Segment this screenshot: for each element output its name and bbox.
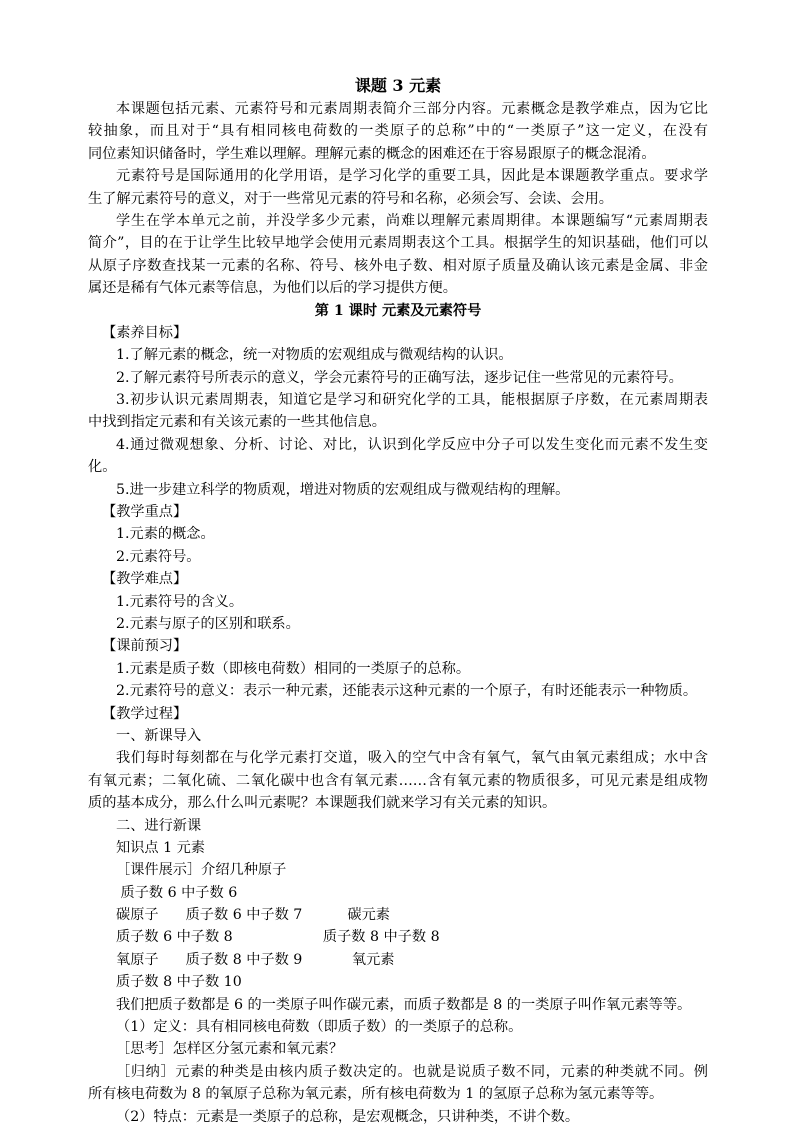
key-point: 2.元素符号。	[116, 548, 201, 565]
goal-item: 3.初步认识元素周期表，知道它是学习和研究化学的工具，能根据原子序数，在元素周期表	[116, 392, 708, 409]
key-point: 1.元素的概念。	[116, 526, 215, 543]
summary-line: ［归纳］元素的种类是由核内质子数决定的。也就是说质子数不同，元素的种类就不同。例	[116, 1063, 708, 1080]
document-page	[88, 74, 708, 1128]
goal-item: 2.了解元素符号所表示的意义，学会元素符号的正确写法，逐步记住一些常见的元素符号。	[116, 369, 683, 386]
goal-item: 中找到指定元素和有关该元素的一些其他信息。	[88, 414, 386, 431]
intro-paragraph-line: 质的基本成分，那么什么叫元素呢？本课题我们就来学习有关元素的知识。	[88, 795, 557, 812]
intro-line: 生了解元素符号的意义，对于一些常见元素的符号和名称，必须会写、会读、会用。	[88, 190, 613, 207]
atom-line: 碳原子 质子数 6 中子数 7 碳元素	[116, 907, 390, 924]
key-heading: 【教学重点】	[102, 504, 188, 521]
courseware-note: ［课件展示］介绍几种原子	[116, 862, 287, 879]
preview-item: 2.元素符号的意义：表示一种元素，还能表示这种元素的一个原子，有时还能表示一种物质。	[116, 683, 698, 700]
section-heading: 一、新课导入	[116, 727, 202, 744]
difficult-point: 1.元素符号的含义。	[116, 593, 244, 610]
difficult-point: 2.元素与原子的区别和联系。	[116, 615, 300, 632]
goal-item: 化。	[88, 459, 117, 476]
think-text: ［思考］怎样区分氢元素和氧元素？	[116, 1041, 344, 1058]
intro-line: 从原子序数查找某一元素的名称、符号、核外电子数、相对原子质量及确认该元素是金属、非金	[88, 257, 708, 274]
atom-line: 氧原子 质子数 8 中子数 9 氧元素	[116, 951, 395, 968]
goal-item: 4.通过微观想象、分析、讨论、对比，认识到化学反应中分子可以发生变化而元素不发生变	[116, 436, 708, 453]
atom-line: 质子数 6 中子数 6	[116, 884, 238, 901]
intro-line: 属还是稀有气体元素等信息，为他们以后的学习提供方便。	[88, 280, 457, 297]
intro-line: 同位素知识储备时，学生难以理解。理解元素的概念的困难还在于容易跟原子的概念混淆。	[88, 145, 656, 162]
intro-line: 本课题包括元素、元素符号和元素周期表简介三部分内容。元素概念是教学难点，因为它比	[116, 101, 708, 117]
after-atoms-text: 我们把质子数都是 6 的一类原子叫作碳元素，而质子数都是 8 的一类原子叫作氧元素等等。	[116, 996, 692, 1013]
intro-line: 元素符号是国际通用的化学用语，是学习化学的重要工具，因此是本课题教学重点。要求学	[116, 168, 708, 185]
preview-item: 1.元素是质子数（即核电荷数）相同的一类原子的总称。	[116, 660, 471, 677]
intro-paragraph-line: 我们每时每刻都在与化学元素打交道，吸入的空气中含有氧气，氧气由氧元素组成；水中含	[116, 750, 708, 767]
goal-item: 1.了解元素的概念，统一对物质的宏观组成与微观结构的认识。	[116, 347, 513, 364]
difficult-heading: 【教学难点】	[102, 571, 188, 588]
definition-text: （1）定义：具有相同核电荷数（即质子数）的一类原子的总称。	[116, 1019, 523, 1036]
intro-line: 学生在学本单元之前，并没学多少元素，尚难以理解元素周期律。本课题编写“元素周期表	[116, 212, 708, 229]
intro-line: 较抽象，而且对于“具有相同核电荷数的一类原子的总称”中的“一类原子”这一定义，在没有	[88, 123, 708, 140]
feature-text: （2）特点：元素是一类原子的总称，是宏观概念，只讲种类，不讲个数。	[116, 1108, 580, 1125]
knowledge-point-title: 知识点 1 元素	[116, 839, 205, 856]
lesson-title: 第 1 课时 元素及元素符号	[314, 302, 482, 319]
goals-heading: 【素养目标】	[102, 324, 188, 341]
page-title: 课题 3 元素	[354, 76, 442, 95]
summary-line: 所有核电荷数为 8 的氧原子总称为氧元素，所有核电荷数为 1 的氢原子总称为氢元素等等。	[88, 1086, 664, 1103]
atom-line: 质子数 8 中子数 10	[116, 974, 242, 991]
atom-line: 质子数 6 中子数 8 质子数 8 中子数 8	[116, 929, 440, 946]
intro-paragraph-line: 有氧元素；二氧化硫、二氧化碳中也含有氧元素……含有氧元素的物质很多，可见元素是组成物	[88, 772, 708, 789]
preview-heading: 【课前预习】	[102, 638, 188, 655]
section-heading: 二、进行新课	[116, 817, 202, 834]
process-heading: 【教学过程】	[102, 705, 188, 722]
intro-line: 简介”，目的在于让学生比较早地学会使用元素周期表这个工具。根据学生的知识基础，他们可以	[88, 235, 708, 252]
goal-item: 5.进一步建立科学的物质观，增进对物质的宏观组成与微观结构的理解。	[116, 481, 570, 498]
